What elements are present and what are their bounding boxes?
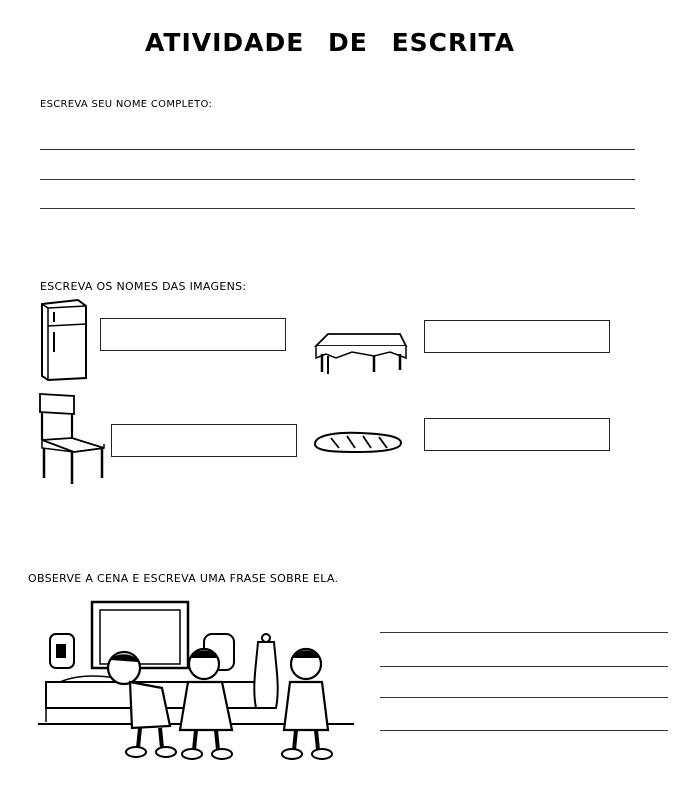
answer-box-chair[interactable] [111, 424, 297, 457]
sentence-line-1[interactable] [380, 632, 668, 633]
answer-box-refrigerator[interactable] [100, 318, 286, 351]
images-prompt: ESCREVA OS NOMES DAS IMAGENS: [40, 280, 247, 293]
name-line-3[interactable] [40, 208, 635, 209]
chair-icon [36, 392, 108, 486]
children-washing-hands-icon [38, 596, 358, 764]
name-prompt: ESCREVA SEU NOME COMPLETO: [40, 99, 213, 110]
scene-prompt: OBSERVE A CENA E ESCREVA UMA FRASE SOBRE ELA. [28, 572, 339, 585]
sentence-line-2[interactable] [380, 666, 668, 667]
sentence-line-4[interactable] [380, 730, 668, 731]
answer-box-table[interactable] [424, 320, 610, 353]
name-line-2[interactable] [40, 179, 635, 180]
name-line-1[interactable] [40, 149, 635, 150]
sentence-line-3[interactable] [380, 697, 668, 698]
answer-box-bread[interactable] [424, 418, 610, 451]
bread-icon [311, 428, 405, 456]
table-icon [314, 330, 408, 378]
page-title: ATIVIDADE DE ESCRITA [144, 28, 516, 57]
refrigerator-icon [38, 298, 90, 382]
